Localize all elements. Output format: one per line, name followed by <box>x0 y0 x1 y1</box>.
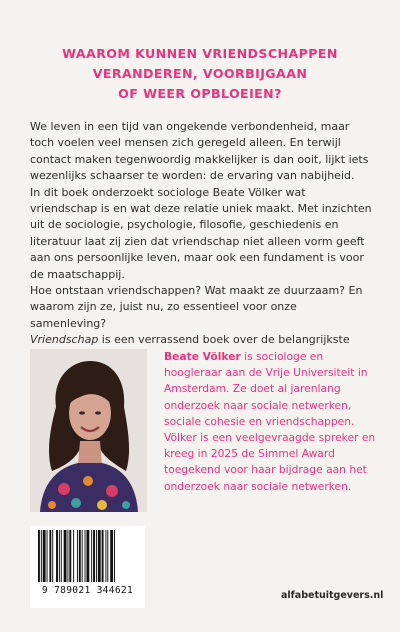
blurb-text <box>30 119 375 365</box>
blurb-paragraph-4-rest: is een verrassend boek over de belangrijkste <box>101 333 350 347</box>
headline <box>20 44 380 104</box>
isbn-number: 9 789021 344621 <box>41 585 134 596</box>
author-portrait <box>30 349 147 512</box>
headline-line-1: WAAROM KUNNEN VRIENDSCHAPPEN <box>62 46 338 61</box>
barcode <box>30 526 145 608</box>
headline-line-2: VERANDEREN, VOORBIJGAAN <box>92 66 308 81</box>
author-name: Beate Völker <box>164 350 241 363</box>
barcode-icon <box>30 526 145 584</box>
blurb-paragraph-2: In dit boek onderzoekt sociologe Beate Völker wat vriendschap is en wat deze relatie uniek maakt. Met inzichten uit de sociologie, psychologie, filosofie, geschiedenis en literatuur laat zij zien dat vriendschap niet alleen vorm geeft aan ons persoonlijke leven, maar ook een fundament is voor de maatschappij. <box>30 185 372 281</box>
blurb-paragraph-3: Hoe ontstaan vriendschappen? Wat maakt ze duurzaam? En waarom zijn ze, juist nu, zo essentieel voor onze samenleving? <box>30 284 363 330</box>
publisher-url: alfabetuitgevers.nl <box>281 590 384 601</box>
author-portrait-icon <box>30 349 147 512</box>
headline-line-3: OF WEER OPBLOEIEN? <box>118 86 282 101</box>
book-title: Vriendschap <box>30 333 99 347</box>
author-bio-text: is sociologe en hoogleraar aan de Vrije Universiteit in Amsterdam. Ze doet al jarenlang onderzoek naar sociale netwerken, sociale cohesie en vriendschappen. Völker is een veelgevraagde spreker en kreeg in 2025 de Simmel Award toegekend voor haar bijdrage aan het onderzoek naar sociale netwerken. <box>164 350 376 493</box>
blurb-paragraph-1: We leven in een tijd van ongekende verbondenheid, maar toch voelen veel mensen zich geregeld alleen. En terwijl contact maken tegenwoordig makkelijker is dan ooit, lijkt iets wezenlijks schaarser te worden: de ervaring van nabijheid. <box>30 120 369 183</box>
author-bio <box>164 349 379 495</box>
